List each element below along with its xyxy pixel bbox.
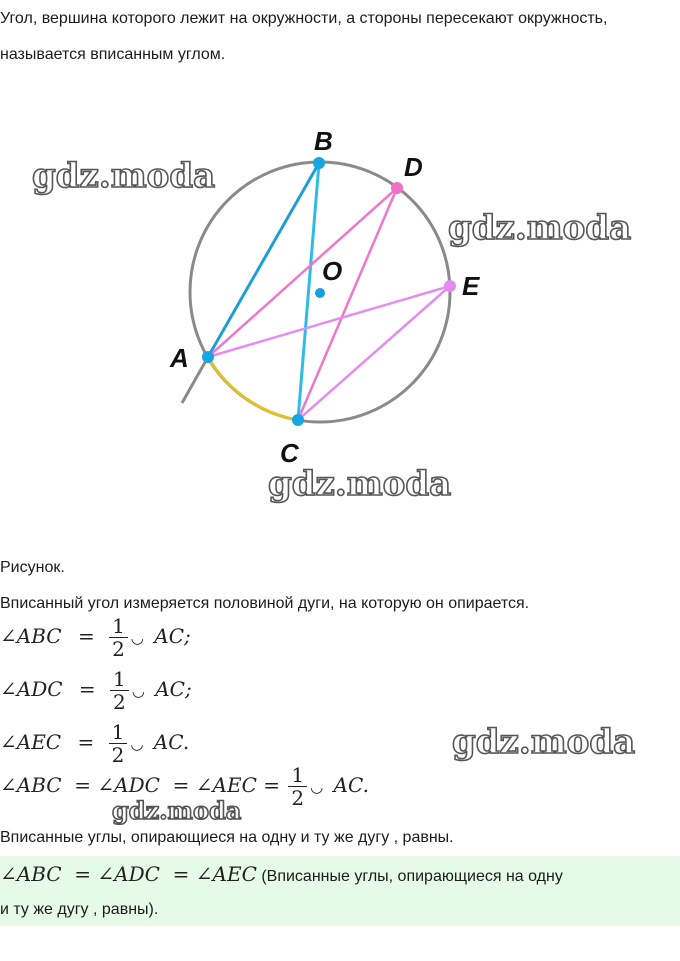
arc-symbol: ◡ [310, 777, 324, 796]
point-B [313, 157, 325, 169]
formula-rhs: AC; [155, 677, 192, 701]
fraction [288, 764, 307, 809]
formula-eq: = [78, 677, 96, 701]
fraction [109, 721, 128, 766]
arc-symbol: ◡ [130, 734, 144, 753]
fraction-denominator: 2 [111, 743, 125, 767]
fraction-denominator: 2 [112, 637, 125, 661]
fraction [110, 668, 129, 713]
fraction-denominator: 2 [291, 786, 305, 810]
fraction-numerator: 1 [110, 668, 129, 691]
answer-highlight [0, 856, 680, 926]
rule-statement: Вписанный угол измеряется половиной дуги, на которую он опирается. [0, 595, 530, 612]
arc-AC [208, 357, 298, 420]
formula-aec [0, 721, 189, 766]
watermark: gdz.moda [112, 796, 242, 825]
combined-left: ∠ABC = ∠ADC = ∠AEC = [0, 773, 280, 797]
label-E: E [462, 271, 480, 301]
label-C: C [280, 438, 299, 468]
watermark: gdz.moda [32, 156, 216, 196]
arc-symbol: ◡ [131, 681, 145, 700]
segment-AD [208, 188, 397, 357]
label-A: A [170, 343, 189, 373]
formula-rhs: AC. [333, 773, 369, 797]
answer-text-2: и ту же дугу , равны). [0, 901, 159, 918]
formula-angle: ∠ABC [0, 624, 62, 648]
formula-rhs: AC; [154, 624, 191, 648]
point-C [292, 414, 304, 426]
arc-symbol: ◡ [130, 628, 144, 647]
formula-abc [0, 615, 191, 660]
formula-eq: = [77, 624, 95, 648]
point-O [315, 288, 325, 298]
figure-caption: Рисунок. [0, 559, 65, 576]
formula-rhs: AC. [153, 730, 190, 754]
fraction-denominator: 2 [113, 690, 126, 714]
formula-eq: = [77, 730, 95, 754]
formula-angle: ∠AEC [0, 730, 62, 754]
formula-combined [0, 764, 369, 809]
label-B: B [314, 126, 333, 156]
watermark: gdz.moda [452, 722, 636, 762]
formula-adc [0, 668, 192, 713]
label-O: O [322, 256, 343, 286]
label-D: D [404, 152, 423, 182]
fraction-numerator: 1 [288, 764, 307, 787]
point-E [444, 280, 456, 292]
fraction-numerator: 1 [109, 615, 128, 638]
answer-math: ∠ABC = ∠ADC = ∠AEC [0, 862, 257, 886]
point-A [202, 351, 214, 363]
watermark: gdz.moda [448, 208, 632, 248]
segment-AB [208, 163, 319, 357]
conclusion-statement: Вписанные углы, опирающиеся на одну и ту же дугу , равны. [0, 829, 454, 846]
answer-line-1 [0, 856, 563, 892]
answer-text-1: (Вписанные углы, опирающиеся на одну [256, 868, 563, 885]
formula-angle: ∠ADC [0, 677, 63, 701]
segment-EC [298, 286, 450, 420]
point-D [391, 182, 403, 194]
fraction [109, 615, 128, 660]
fraction-numerator: 1 [109, 721, 128, 744]
intro-paragraph: Угол, вершина которого лежит на окружности, а стороны пересекают окружность, называется вписанным углом. [0, 10, 608, 63]
watermark: gdz.moda [268, 464, 452, 504]
